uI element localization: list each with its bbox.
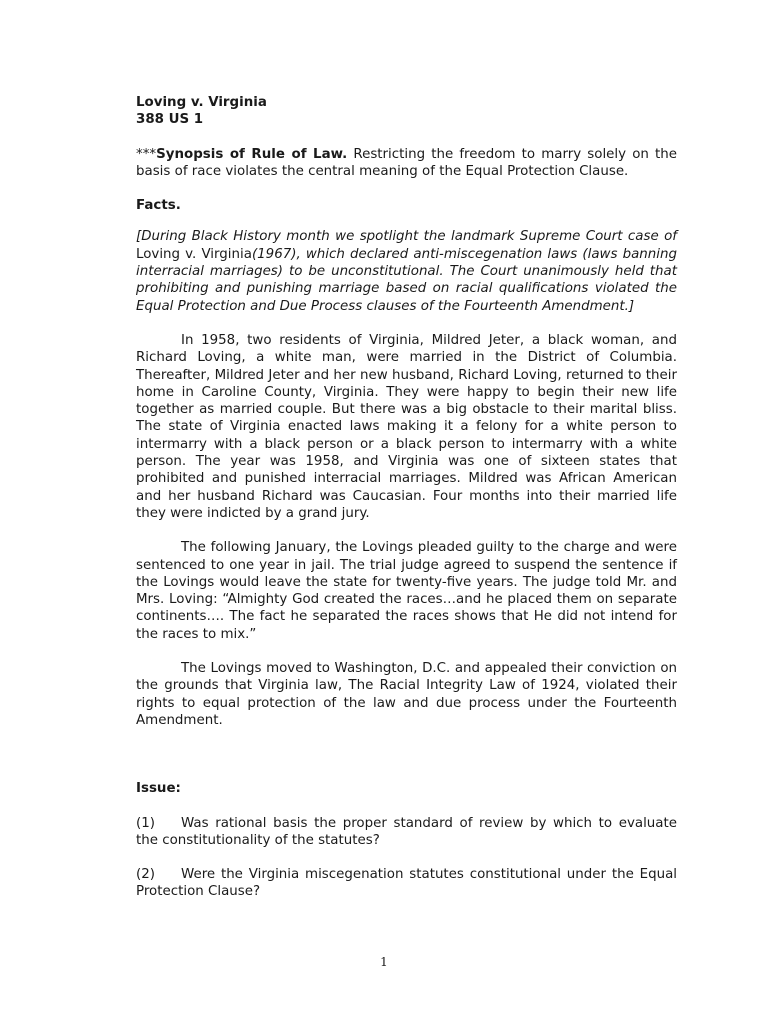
page-number: 1 — [380, 955, 388, 969]
issue-number: (2) — [136, 867, 155, 883]
synopsis-paragraph — [136, 146, 677, 181]
facts-paragraph-1: In 1958, two residents of Virginia, Mildred Jeter, a black woman, and Richard Loving, a white man, were married in the District of Columbia. Thereafter, Mildred Jeter and her new husband, Richard Loving, returned to their home in Caroline County, Virginia. They were happy to begin their new life together as married couple. But there was a big obstacle to their marital bliss. The state of Virginia enacted laws making it a felony for a white person to intermarry with a black person or a black person to intermarry with a white person. The year was 1958, and Virginia was one of sixteen states that prohibited and punished interracial marriages. Mildred was African American and her husband Richard was Caucasian. Four months into their married life they were indicted by a grand jury. — [136, 332, 677, 521]
intro-part-1: [During Black History month we spotlight the landmark Supreme Court case of — [136, 229, 677, 245]
document-body — [136, 94, 677, 901]
synopsis-prefix: *** — [136, 146, 157, 162]
issue-text: Were the Virginia miscegenation statutes constitutional under the Equal Protection Clause? — [136, 867, 677, 900]
issue-heading: Issue: — [136, 781, 181, 797]
issue-item-1 — [136, 815, 677, 850]
synopsis-text: Restricting the freedom to marry solely on the basis of race violates the central meaning of the Equal Protection Clause. — [136, 146, 677, 179]
facts-paragraph-2: The following January, the Lovings pleaded guilty to the charge and were sentenced to one year in jail. The trial judge agreed to suspend the sentence if the Lovings would leave the state for twenty-five years. The judge told Mr. and Mrs. Loving: “Almighty God created the races…and he placed them on separate continents…. The fact he separated the races shows that He did not intend for the races to mix.” — [136, 540, 677, 642]
case-citation: 388 US 1 — [136, 112, 204, 128]
facts-heading: Facts. — [136, 198, 181, 214]
case-title: Loving v. Virginia — [136, 95, 267, 110]
intro-case-name: Loving v. Virginia — [136, 246, 252, 262]
issue-text: Was rational basis the proper standard of review by which to evaluate the constitutionality of the statutes? — [136, 815, 677, 848]
intro-part-2: (1967), which declared anti-miscegenation laws (laws banning interracial marriages) to be unconstitutional. The Court unanimously held that prohibiting and punishing marriage based on racial qualifications violated the Equal Protection and Due Process clauses of the Fourteenth Amendment.] — [136, 246, 677, 314]
issue-number: (1) — [136, 815, 155, 831]
synopsis-heading: Synopsis of Rule of Law. — [156, 146, 348, 162]
facts-paragraph-3: The Lovings moved to Washington, D.C. and appealed their conviction on the grounds that Virginia law, The Racial Integrity Law of 1924, violated their rights to equal protection of the law and due process under the Fourteenth Amendment. — [136, 661, 677, 728]
issue-item-2 — [136, 866, 677, 901]
facts-intro-note — [136, 228, 677, 314]
